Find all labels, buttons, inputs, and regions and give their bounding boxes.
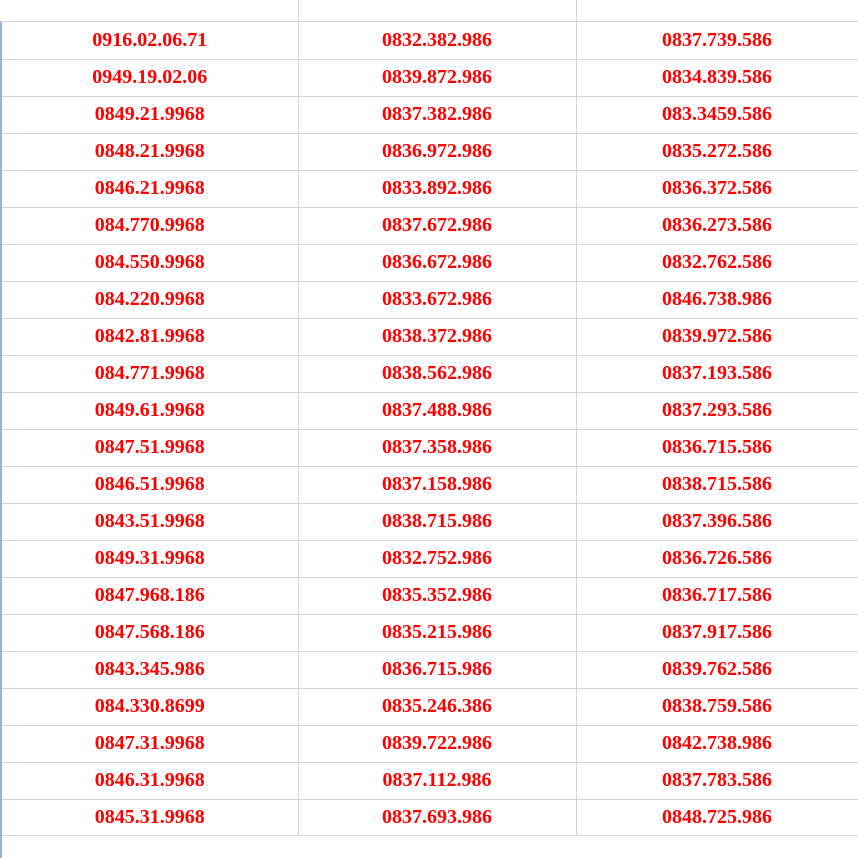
table-cell[interactable]: 0837.396.586: [576, 503, 858, 540]
table-cell[interactable]: 0835.272.586: [576, 133, 858, 170]
table-cell[interactable]: 0837.158.986: [298, 466, 576, 503]
table-row: [2, 762, 858, 799]
table-row: [2, 688, 858, 725]
table-cell[interactable]: 0837.739.586: [576, 22, 858, 59]
table-cell[interactable]: 0838.372.986: [298, 318, 576, 355]
table-cell[interactable]: 084.770.9968: [2, 207, 298, 244]
table-cell[interactable]: 0837.672.986: [298, 207, 576, 244]
table-cell[interactable]: 0838.715.986: [298, 503, 576, 540]
table-cell[interactable]: 0843.51.9968: [2, 503, 298, 540]
table-cell[interactable]: 083.3459.586: [576, 96, 858, 133]
table-row: [2, 355, 858, 392]
table-cell[interactable]: 0846.21.9968: [2, 170, 298, 207]
table-cell[interactable]: 0847.568.186: [2, 614, 298, 651]
table-cell[interactable]: 0836.715.986: [298, 651, 576, 688]
table-cell[interactable]: 0846.31.9968: [2, 762, 298, 799]
table-row: [2, 799, 858, 835]
table-cell[interactable]: 0839.762.586: [576, 651, 858, 688]
phone-number-table: [2, 22, 858, 836]
table-cell[interactable]: 0838.562.986: [298, 355, 576, 392]
table-cell[interactable]: 0832.752.986: [298, 540, 576, 577]
table-cell[interactable]: 0836.672.986: [298, 244, 576, 281]
table-cell[interactable]: 0836.717.586: [576, 577, 858, 614]
table-cell[interactable]: 0843.345.986: [2, 651, 298, 688]
table-cell[interactable]: 0837.193.586: [576, 355, 858, 392]
table-cell[interactable]: 0837.293.586: [576, 392, 858, 429]
table-cell[interactable]: 0849.61.9968: [2, 392, 298, 429]
table-row: [2, 466, 858, 503]
table-row: [2, 725, 858, 762]
table-cell[interactable]: 0832.382.986: [298, 22, 576, 59]
table-cell[interactable]: 0839.872.986: [298, 59, 576, 96]
table-row: [2, 133, 858, 170]
table-cell[interactable]: 0836.273.586: [576, 207, 858, 244]
table-cell[interactable]: 0836.715.586: [576, 429, 858, 466]
table-row: [2, 96, 858, 133]
table-cell[interactable]: 0846.738.986: [576, 281, 858, 318]
table-cell[interactable]: 0839.972.586: [576, 318, 858, 355]
table-cell[interactable]: 0847.51.9968: [2, 429, 298, 466]
table-cell[interactable]: 0848.21.9968: [2, 133, 298, 170]
table-cell[interactable]: 0847.31.9968: [2, 725, 298, 762]
table-row: [2, 22, 858, 59]
table-cell[interactable]: 0949.19.02.06: [2, 59, 298, 96]
table-cell[interactable]: 084.771.9968: [2, 355, 298, 392]
table-row: [2, 577, 858, 614]
header-row-strip: [0, 0, 858, 22]
table-cell[interactable]: 084.550.9968: [2, 244, 298, 281]
table-cell[interactable]: 0832.762.586: [576, 244, 858, 281]
table-cell[interactable]: 0837.382.986: [298, 96, 576, 133]
table-row: [2, 392, 858, 429]
table-row: [2, 318, 858, 355]
table-cell[interactable]: 0837.358.986: [298, 429, 576, 466]
table-cell[interactable]: 0835.246.386: [298, 688, 576, 725]
table-cell[interactable]: 0835.215.986: [298, 614, 576, 651]
table-cell[interactable]: 0836.372.586: [576, 170, 858, 207]
table-cell[interactable]: 0838.715.586: [576, 466, 858, 503]
table-cell[interactable]: 0842.81.9968: [2, 318, 298, 355]
table-cell[interactable]: 0837.488.986: [298, 392, 576, 429]
table-cell[interactable]: 0837.693.986: [298, 799, 576, 835]
table-row: [2, 281, 858, 318]
table-cell[interactable]: 0838.759.586: [576, 688, 858, 725]
table-row: [2, 429, 858, 466]
column-divider: [298, 0, 299, 22]
table-row: [2, 503, 858, 540]
table-row: [2, 540, 858, 577]
phone-number-rows: [2, 22, 858, 835]
table-cell[interactable]: 084.220.9968: [2, 281, 298, 318]
table-cell[interactable]: 0837.917.586: [576, 614, 858, 651]
column-divider: [576, 0, 577, 22]
table-row: [2, 651, 858, 688]
table-cell[interactable]: 0839.722.986: [298, 725, 576, 762]
table-cell[interactable]: 0833.892.986: [298, 170, 576, 207]
table-cell[interactable]: 0833.672.986: [298, 281, 576, 318]
table-row: [2, 207, 858, 244]
table-cell[interactable]: 0834.839.586: [576, 59, 858, 96]
table-row: [2, 244, 858, 281]
table-cell[interactable]: 0848.725.986: [576, 799, 858, 835]
table-cell[interactable]: 0849.21.9968: [2, 96, 298, 133]
table-cell[interactable]: 0837.112.986: [298, 762, 576, 799]
table-cell[interactable]: 0842.738.986: [576, 725, 858, 762]
table-row: [2, 59, 858, 96]
table-cell[interactable]: 0916.02.06.71: [2, 22, 298, 59]
table-cell[interactable]: 0835.352.986: [298, 577, 576, 614]
table-cell[interactable]: 0845.31.9968: [2, 799, 298, 835]
table-cell[interactable]: 0847.968.186: [2, 577, 298, 614]
table-cell[interactable]: 0836.726.586: [576, 540, 858, 577]
table-row: [2, 170, 858, 207]
table-row: [2, 614, 858, 651]
table-cell[interactable]: 0836.972.986: [298, 133, 576, 170]
table-cell[interactable]: 0849.31.9968: [2, 540, 298, 577]
table-cell[interactable]: 0846.51.9968: [2, 466, 298, 503]
table-cell[interactable]: 0837.783.586: [576, 762, 858, 799]
table-cell[interactable]: 084.330.8699: [2, 688, 298, 725]
